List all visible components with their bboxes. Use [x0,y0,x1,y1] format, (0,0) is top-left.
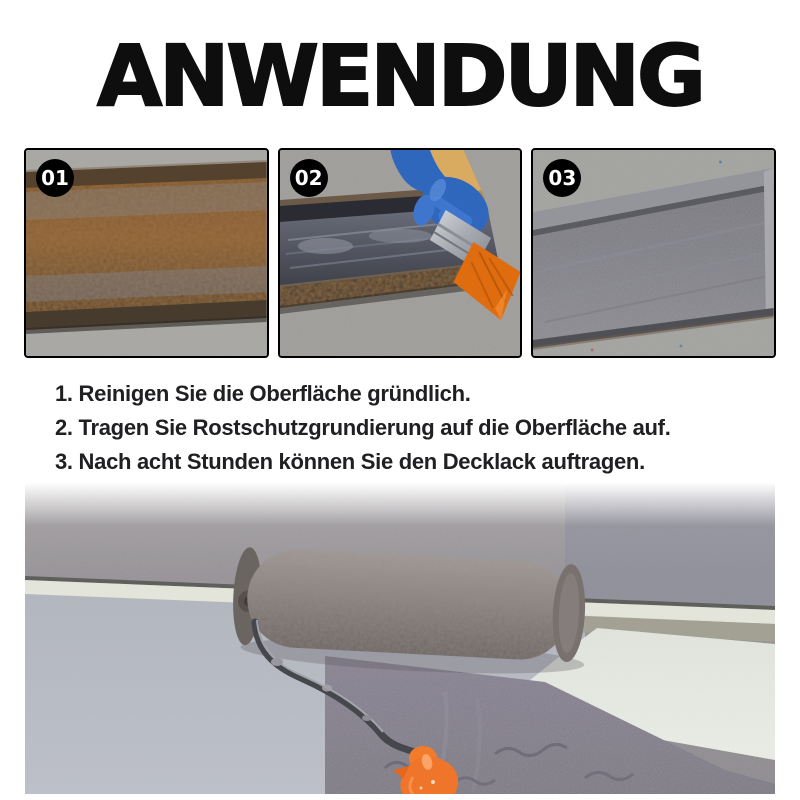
roller-scene [25,482,775,794]
instruction-step-2: 2. Tragen Sie Rostschutzgrundierung auf die Oberfläche auf. [55,415,671,440]
step-number-badge: 01 [36,159,74,197]
roller-sleeve [245,547,572,662]
step-number-badge: 03 [543,159,581,197]
step-photo-coated-surface [531,148,776,358]
step-photo-primer-application [278,148,523,358]
instruction-step-3: 3. Nach acht Stunden können Sie den Decklack auftragen. [55,449,645,474]
instructions-list [55,377,800,479]
top-fade [25,482,775,526]
page-title: ANWENDUNG [97,27,703,125]
roller-application-photo [25,482,775,794]
step-number-badge: 02 [290,159,328,197]
step-photo-rusted-surface [24,148,269,358]
steps-row [0,148,800,358]
instruction-step-1: 1. Reinigen Sie die Oberfläche gründlich. [55,381,471,406]
